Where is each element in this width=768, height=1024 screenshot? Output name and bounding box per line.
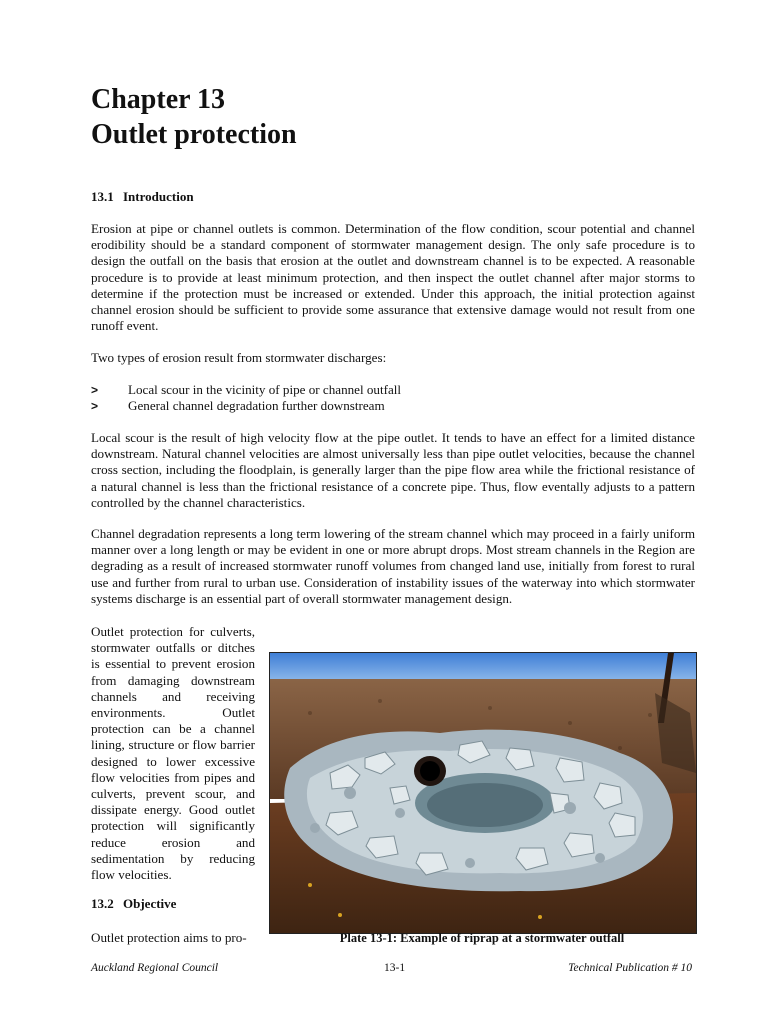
chapter-title — [91, 82, 297, 152]
section-title: Objective — [123, 896, 177, 911]
footer-publisher: Auckland Regional Council — [91, 962, 219, 974]
chapter-name: Outlet protection — [91, 119, 297, 150]
erosion-types-list — [91, 382, 695, 414]
intro-paragraph-1: Erosion at pipe or channel outlets is common. Determination of the flow condition, scour potential and channel erodibility should be a standard component of stormwater management design. The only safe procedure is to design the outfall on the basis that erosion at the outlet and downstream channel is to be expected. A reasonable procedure is to provide at least minimum protection, and then inspect the outlet channel after major storms to determine if the protection must be increased or extended. Under this approach, the initial protection against channel erosion should be sufficient to provide some assurance that extensive damage would not result from one runoff event. — [91, 221, 695, 334]
channel-degradation-paragraph: Channel degradation represents a long term lowering of the stream channel which may proceed in a fairly uniform manner over a long length or may be evident in one or more abrupt drops. Most stream channels in the Region are degrading as a result of increased stormwater runoff volumes from changed land use, initially from forest to rural use and further from rural to urban use. Consideration of instability issues of the waterway into which stormwater systems discharge is an essential part of overall stormwater management design. — [91, 526, 695, 606]
bullet-arrow-icon: > — [91, 383, 99, 397]
section-title: Introduction — [123, 189, 194, 204]
list-item — [91, 398, 695, 414]
bullet-arrow-icon: > — [91, 399, 99, 414]
section-number: 13.2 — [91, 896, 114, 911]
riprap-outfall-photo — [269, 652, 697, 934]
footer-publication: Technical Publication # 10 — [568, 962, 692, 974]
riprap-photo-illustration — [270, 653, 696, 933]
list-item — [91, 382, 695, 398]
objective-paragraph: Outlet protection aims to pro- — [91, 930, 247, 945]
section-heading-introduction — [91, 189, 194, 205]
section-number: 13.1 — [91, 189, 114, 204]
list-item-text: Local scour in the vicinity of pipe or channel outfall — [128, 382, 402, 397]
outlet-protection-paragraph: Outlet protection for culverts, stormwater outfalls or ditches is essential to prevent erosion from damaging downstream channels and receiving environments. Outlet protection can be a channel lining, structure or flow barrier designed to lower excessive flow velocities from pipes and culverts, prevent scour, and dissipate energy. Good outlet protection will significantly reduce erosion and sedimentation by reducing flow velocities. — [91, 624, 255, 883]
local-scour-paragraph: Local scour is the result of high velocity flow at the pipe outlet. It tends to have an effect for a limited distance downstream. Natural channel velocities are almost universally less than pipe outlet velocities, because the channel cross section, including the floodplain, is generally larger than the pipe flow area while the frictional resistance of a natural channel is less than the frictional resistance of a concrete pipe. Thus, flow eventally adjusts to a pattern controlled by the channel characteristics. — [91, 430, 695, 510]
plate-caption: Plate 13-1: Example of riprap at a stormwater outfall — [339, 931, 625, 945]
intro-paragraph-2: Two types of erosion result from stormwater discharges: — [91, 350, 387, 365]
section-heading-objective — [91, 896, 176, 912]
page-number: 13-1 — [384, 962, 406, 974]
list-item-text: General channel degradation further downstream — [128, 398, 385, 414]
chapter-number: Chapter 13 — [91, 84, 226, 115]
